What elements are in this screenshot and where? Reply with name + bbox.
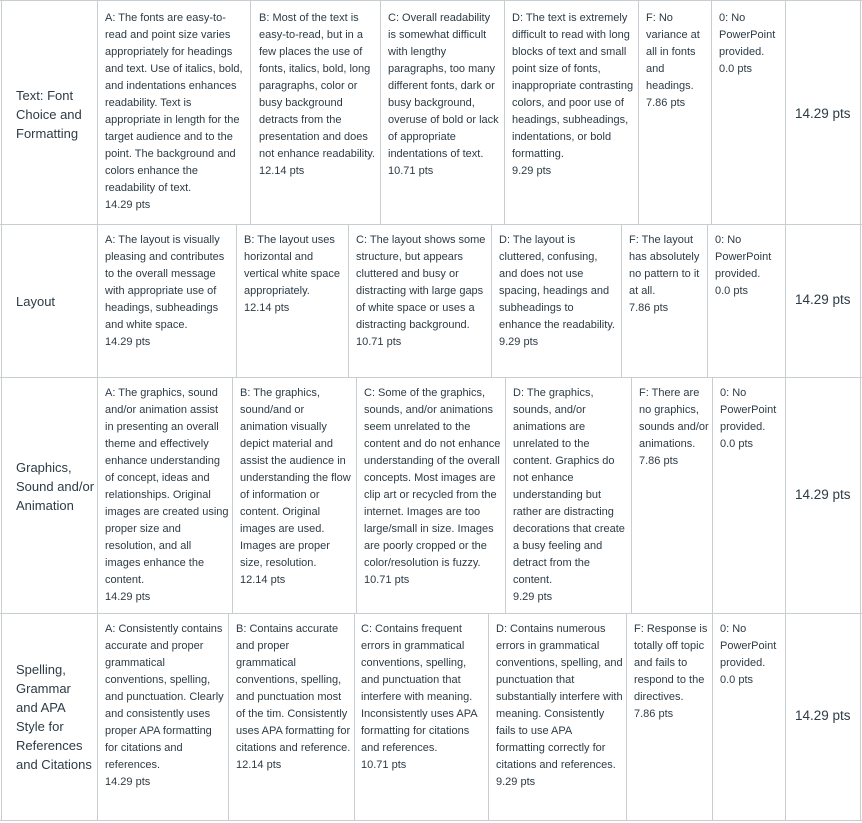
rating-description: D: The graphics, sounds, and/or animations are unrelated to the content. Graphics do not enhance understanding but rather are distracting decorations that create a busy feeling and detract from the content.: [513, 387, 625, 586]
rating-b[interactable]: [236, 621, 351, 774]
rating-zero[interactable]: [720, 385, 782, 453]
rating-description: D: Contains numerous errors in grammatical conventions, spelling, and punctuation that substantially interfere with meaning. Consistently fails to use APA formatting correctly for citations and references.: [496, 623, 623, 771]
rating-separator: [621, 224, 622, 377]
rating-c[interactable]: [361, 621, 485, 774]
rating-description: F: No variance at all in fonts and headings.: [646, 12, 700, 92]
rating-description: A: The fonts are easy-to-read and point size varies appropriately for headings and text. Use of italics, bold, and indentations enhances readability. Text is appropriate in length for the target audience and to the point. The background and colors enhance the readability of text.: [105, 12, 243, 194]
rating-description: 0: No PowerPoint provided.: [719, 12, 776, 58]
rating-description: F: Response is totally off topic and fails to respond to the directives.: [634, 623, 708, 703]
rating-description: C: Some of the graphics, sounds, and/or animations seem unrelated to the content and do not enhance understanding of the overall concepts. Most images are clip art or recycled from the internet. Images are too large/small in size. Images are poorly cropped or the color/resolution is fuzzy.: [364, 387, 501, 569]
rating-points: 0.0 pts: [715, 285, 749, 297]
rating-f[interactable]: [634, 621, 709, 723]
rating-description: A: Consistently contains accurate and proper grammatical conventions, spelling, and punctuation. Clearly and consistently uses proper APA formatting for citations and references.: [105, 623, 224, 771]
rating-separator: [505, 377, 506, 613]
rating-points: 7.86 pts: [634, 708, 674, 720]
rating-separator: [712, 613, 713, 820]
row-border: [0, 0, 862, 1]
rating-separator: [638, 0, 639, 224]
rating-separator: [504, 0, 505, 224]
rating-b[interactable]: [244, 232, 344, 317]
rating-points: 14.29 pts: [105, 336, 151, 348]
rating-description: 0: No PowerPoint provided.: [715, 234, 772, 280]
rating-separator: [712, 377, 713, 613]
rating-zero[interactable]: [720, 621, 782, 689]
rating-separator: [707, 224, 708, 377]
rating-points: 0.0 pts: [720, 674, 754, 686]
rating-f[interactable]: [639, 385, 709, 470]
criterion-column-border: [97, 0, 98, 821]
rating-points: 10.71 pts: [361, 759, 407, 771]
rating-points: 9.29 pts: [496, 776, 536, 788]
rating-description: C: Contains frequent errors in grammatical conventions, spelling, and punctuation that interfere with meaning. Inconsistently uses APA formatting for citations and references.: [361, 623, 477, 754]
criterion-points: 14.29 pts: [795, 487, 851, 502]
rating-b[interactable]: [259, 10, 377, 180]
rating-points: 7.86 pts: [639, 455, 679, 467]
rating-points: 12.14 pts: [236, 759, 282, 771]
rating-points: 12.14 pts: [244, 302, 290, 314]
rating-points: 0.0 pts: [720, 438, 754, 450]
rating-separator: [250, 0, 251, 224]
rating-description: A: The graphics, sound and/or animation assist in presenting an overall theme and effectively enhance understanding of concept, ideas and relationships. Original images are created using proper size and resolution, and all images enhance the content.: [105, 387, 229, 586]
rating-description: B: The layout uses horizontal and vertical white space appropriately.: [244, 234, 340, 297]
rating-description: F: The layout has absolutely no pattern to it at all.: [629, 234, 700, 297]
rating-points: 7.86 pts: [629, 302, 669, 314]
rating-d[interactable]: [496, 621, 623, 791]
rating-f[interactable]: [629, 232, 704, 317]
row-border: [0, 224, 862, 225]
rating-points: 12.14 pts: [240, 574, 286, 586]
points-column-border: [785, 0, 786, 821]
rating-description: B: Contains accurate and proper grammatical conventions, spelling, and punctuation most of the tim. Consistently uses APA formatting for citations and reference.: [236, 623, 351, 754]
rating-separator: [488, 613, 489, 820]
table-left-border: [1, 0, 2, 821]
rating-description: B: The graphics, sound/and or animation visually depict material and assist the audience in understanding the flow of information or content. Original images are used. Images are proper size, resolution.: [240, 387, 351, 569]
rating-separator: [354, 613, 355, 820]
rating-points: 7.86 pts: [646, 97, 686, 109]
rating-separator: [228, 613, 229, 820]
rating-f[interactable]: [646, 10, 708, 112]
rating-points: 10.71 pts: [364, 574, 410, 586]
rating-description: D: The layout is cluttered, confusing, and does not use spacing, headings and subheadings to enhance the readability.: [499, 234, 615, 331]
row-border: [0, 820, 862, 821]
rating-separator: [348, 224, 349, 377]
rating-c[interactable]: [356, 232, 488, 351]
criterion-title: Graphics, Sound and/or Animation: [16, 460, 95, 513]
criterion-points: 14.29 pts: [795, 106, 851, 121]
rating-separator: [380, 0, 381, 224]
criterion-title: Spelling, Grammar and APA Style for References and Citations: [16, 662, 92, 772]
rating-c[interactable]: [364, 385, 502, 589]
row-border: [0, 613, 862, 614]
criterion-title: Text: Font Choice and Formatting: [16, 88, 82, 141]
rating-separator: [491, 224, 492, 377]
rating-b[interactable]: [240, 385, 353, 589]
rating-points: 9.29 pts: [499, 336, 539, 348]
rating-description: B: Most of the text is easy-to-read, but in a few places the use of fonts, italics, bold, long paragraphs, color or busy background detracts from the presentation and does not enhance readability.: [259, 12, 375, 160]
rating-points: 9.29 pts: [512, 165, 552, 177]
rating-description: C: The layout shows some structure, but appears cluttered and busy or distracting with large gaps of white space or uses a distracting background.: [356, 234, 486, 331]
rating-a[interactable]: [105, 10, 247, 214]
rating-description: A: The layout is visually pleasing and contributes to the overall message with appropriate use of headings, subheadings and white space.: [105, 234, 225, 331]
rating-points: 0.0 pts: [719, 63, 753, 75]
rating-d[interactable]: [513, 385, 627, 606]
rating-description: C: Overall readability is somewhat difficult with lengthy paragraphs, too many different fonts, dark or busy background, overuse of bold or lack of appropriate indentations of text.: [388, 12, 499, 160]
rating-points: 10.71 pts: [388, 165, 434, 177]
rating-points: 14.29 pts: [105, 199, 151, 211]
rating-description: 0: No PowerPoint provided.: [720, 387, 777, 433]
rating-points: 10.71 pts: [356, 336, 402, 348]
rating-description: D: The text is extremely difficult to read with long blocks of text and small point size of fonts, inappropriate contrasting colors, and poor use of headings, subheadings, indentations, or bold formatting.: [512, 12, 634, 160]
rating-a[interactable]: [105, 621, 225, 791]
criterion-title: Layout: [16, 294, 56, 309]
rating-points: 9.29 pts: [513, 591, 553, 603]
rating-points: 14.29 pts: [105, 776, 151, 788]
row-border: [0, 377, 862, 378]
table-right-border: [860, 0, 861, 821]
rating-c[interactable]: [388, 10, 501, 180]
rating-a[interactable]: [105, 232, 233, 351]
rating-description: F: There are no graphics, sounds and/or animations.: [639, 387, 709, 450]
rating-separator: [626, 613, 627, 820]
rating-description: 0: No PowerPoint provided.: [720, 623, 777, 669]
rating-separator: [236, 224, 237, 377]
rating-separator: [711, 0, 712, 224]
rating-separator: [232, 377, 233, 613]
rating-d[interactable]: [512, 10, 635, 180]
rating-points: 12.14 pts: [259, 165, 305, 177]
rating-zero[interactable]: [715, 232, 781, 300]
rating-separator: [356, 377, 357, 613]
rating-zero[interactable]: [719, 10, 783, 78]
rating-d[interactable]: [499, 232, 617, 351]
rating-a[interactable]: [105, 385, 229, 606]
rating-points: 14.29 pts: [105, 591, 151, 603]
criterion-points: 14.29 pts: [795, 292, 851, 307]
rating-separator: [631, 377, 632, 613]
criterion-points: 14.29 pts: [795, 708, 851, 723]
